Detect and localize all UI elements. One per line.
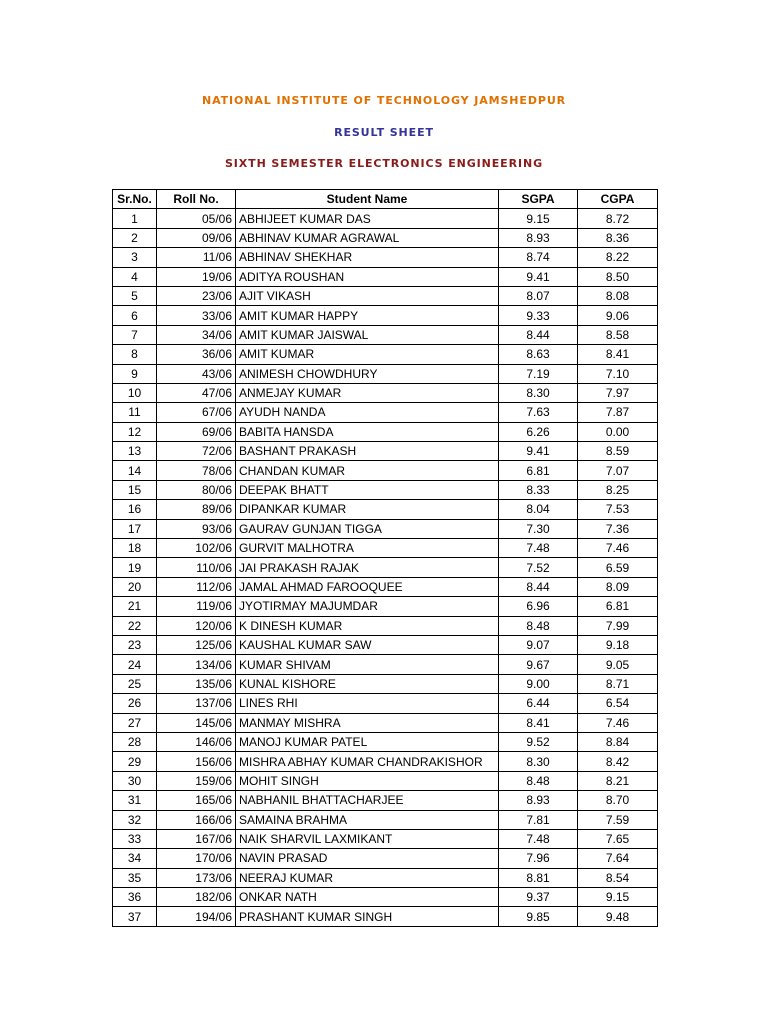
cell-roll-no: 156/06 xyxy=(157,752,236,771)
cell-sr-no: 7 xyxy=(113,325,157,344)
cell-student-name: PRASHANT KUMAR SINGH xyxy=(236,907,499,926)
cell-cgpa: 8.25 xyxy=(578,480,658,499)
cell-sgpa: 8.44 xyxy=(499,325,578,344)
cell-student-name: ABHINAV KUMAR AGRAWAL xyxy=(236,228,499,247)
cell-roll-no: 05/06 xyxy=(157,209,236,228)
cell-student-name: AYUDH NANDA xyxy=(236,403,499,422)
cell-student-name: CHANDAN KUMAR xyxy=(236,461,499,480)
cell-roll-no: 80/06 xyxy=(157,480,236,499)
cell-student-name: K DINESH KUMAR xyxy=(236,616,499,635)
header-sgpa: SGPA xyxy=(499,190,578,209)
cell-sgpa: 8.74 xyxy=(499,248,578,267)
cell-roll-no: 166/06 xyxy=(157,810,236,829)
cell-sgpa: 9.07 xyxy=(499,635,578,654)
cell-sr-no: 19 xyxy=(113,558,157,577)
table-row xyxy=(113,539,658,558)
cell-sgpa: 7.19 xyxy=(499,364,578,383)
cell-roll-no: 182/06 xyxy=(157,888,236,907)
cell-sr-no: 20 xyxy=(113,577,157,596)
cell-sgpa: 8.33 xyxy=(499,480,578,499)
cell-roll-no: 72/06 xyxy=(157,442,236,461)
cell-sr-no: 34 xyxy=(113,849,157,868)
cell-cgpa: 9.18 xyxy=(578,635,658,654)
cell-roll-no: 146/06 xyxy=(157,732,236,751)
cell-sr-no: 32 xyxy=(113,810,157,829)
cell-roll-no: 33/06 xyxy=(157,306,236,325)
table-row xyxy=(113,694,658,713)
cell-sgpa: 6.96 xyxy=(499,597,578,616)
table-row xyxy=(113,674,658,693)
cell-student-name: NABHANIL BHATTACHARJEE xyxy=(236,791,499,810)
table-row xyxy=(113,403,658,422)
cell-sgpa: 9.00 xyxy=(499,674,578,693)
header-student-name: Student Name xyxy=(236,190,499,209)
cell-sgpa: 9.41 xyxy=(499,442,578,461)
cell-sgpa: 8.04 xyxy=(499,500,578,519)
cell-sr-no: 12 xyxy=(113,422,157,441)
cell-roll-no: 125/06 xyxy=(157,635,236,654)
cell-roll-no: 89/06 xyxy=(157,500,236,519)
cell-roll-no: 110/06 xyxy=(157,558,236,577)
cell-roll-no: 67/06 xyxy=(157,403,236,422)
cell-roll-no: 69/06 xyxy=(157,422,236,441)
cell-sr-no: 3 xyxy=(113,248,157,267)
cell-sr-no: 15 xyxy=(113,480,157,499)
table-row xyxy=(113,888,658,907)
cell-cgpa: 7.87 xyxy=(578,403,658,422)
cell-sr-no: 35 xyxy=(113,868,157,887)
cell-cgpa: 8.21 xyxy=(578,771,658,790)
table-row xyxy=(113,442,658,461)
cell-sr-no: 24 xyxy=(113,655,157,674)
cell-sgpa: 7.96 xyxy=(499,849,578,868)
cell-sr-no: 1 xyxy=(113,209,157,228)
cell-cgpa: 7.07 xyxy=(578,461,658,480)
cell-roll-no: 135/06 xyxy=(157,674,236,693)
cell-cgpa: 9.05 xyxy=(578,655,658,674)
cell-cgpa: 0.00 xyxy=(578,422,658,441)
semester-title: SIXTH SEMESTER ELECTRONICS ENGINEERING xyxy=(224,157,543,170)
cell-sgpa: 8.93 xyxy=(499,791,578,810)
cell-sr-no: 16 xyxy=(113,500,157,519)
cell-sgpa: 8.93 xyxy=(499,228,578,247)
table-row xyxy=(113,849,658,868)
cell-roll-no: 19/06 xyxy=(157,267,236,286)
cell-sgpa: 8.48 xyxy=(499,771,578,790)
cell-roll-no: 102/06 xyxy=(157,539,236,558)
cell-sgpa: 7.48 xyxy=(499,539,578,558)
cell-cgpa: 8.72 xyxy=(578,209,658,228)
cell-roll-no: 36/06 xyxy=(157,345,236,364)
cell-sr-no: 8 xyxy=(113,345,157,364)
cell-cgpa: 7.46 xyxy=(578,539,658,558)
cell-cgpa: 7.97 xyxy=(578,383,658,402)
cell-sgpa: 7.52 xyxy=(499,558,578,577)
table-row xyxy=(113,771,658,790)
cell-student-name: SAMAINA BRAHMA xyxy=(236,810,499,829)
cell-roll-no: 119/06 xyxy=(157,597,236,616)
table-row xyxy=(113,345,658,364)
cell-sgpa: 9.41 xyxy=(499,267,578,286)
cell-cgpa: 7.10 xyxy=(578,364,658,383)
table-row xyxy=(113,480,658,499)
table-row xyxy=(113,325,658,344)
cell-roll-no: 78/06 xyxy=(157,461,236,480)
cell-student-name: AMIT KUMAR JAISWAL xyxy=(236,325,499,344)
cell-student-name: GURVIT MALHOTRA xyxy=(236,539,499,558)
table-row xyxy=(113,364,658,383)
cell-cgpa: 8.58 xyxy=(578,325,658,344)
cell-student-name: KUMAR SHIVAM xyxy=(236,655,499,674)
cell-student-name: BASHANT PRAKASH xyxy=(236,442,499,461)
cell-sr-no: 6 xyxy=(113,306,157,325)
cell-sr-no: 9 xyxy=(113,364,157,383)
cell-sr-no: 10 xyxy=(113,383,157,402)
table-header-row xyxy=(113,190,658,209)
cell-student-name: ANIMESH CHOWDHURY xyxy=(236,364,499,383)
cell-sr-no: 28 xyxy=(113,732,157,751)
cell-student-name: ADITYA ROUSHAN xyxy=(236,267,499,286)
cell-cgpa: 7.65 xyxy=(578,829,658,848)
cell-sgpa: 7.63 xyxy=(499,403,578,422)
result-table-body xyxy=(113,209,658,926)
cell-sgpa: 9.33 xyxy=(499,306,578,325)
cell-student-name: AJIT VIKASH xyxy=(236,286,499,305)
cell-student-name: AMIT KUMAR HAPPY xyxy=(236,306,499,325)
table-row xyxy=(113,752,658,771)
table-row xyxy=(113,286,658,305)
table-row xyxy=(113,519,658,538)
cell-sr-no: 17 xyxy=(113,519,157,538)
cell-sr-no: 13 xyxy=(113,442,157,461)
table-row xyxy=(113,655,658,674)
cell-roll-no: 134/06 xyxy=(157,655,236,674)
cell-sr-no: 11 xyxy=(113,403,157,422)
table-row xyxy=(113,577,658,596)
cell-student-name: NEERAJ KUMAR xyxy=(236,868,499,887)
cell-sgpa: 9.37 xyxy=(499,888,578,907)
cell-student-name: MOHIT SINGH xyxy=(236,771,499,790)
cell-sgpa: 8.63 xyxy=(499,345,578,364)
cell-cgpa: 6.54 xyxy=(578,694,658,713)
table-row xyxy=(113,267,658,286)
cell-sgpa: 6.26 xyxy=(499,422,578,441)
cell-cgpa: 8.59 xyxy=(578,442,658,461)
table-row xyxy=(113,383,658,402)
cell-cgpa: 8.50 xyxy=(578,267,658,286)
table-row xyxy=(113,635,658,654)
cell-sgpa: 9.85 xyxy=(499,907,578,926)
cell-cgpa: 8.41 xyxy=(578,345,658,364)
cell-student-name: BABITA HANSDA xyxy=(236,422,499,441)
table-row xyxy=(113,791,658,810)
cell-cgpa: 8.70 xyxy=(578,791,658,810)
cell-student-name: KUNAL KISHORE xyxy=(236,674,499,693)
header-sr-no: Sr.No. xyxy=(113,190,157,209)
cell-roll-no: 145/06 xyxy=(157,713,236,732)
cell-cgpa: 8.08 xyxy=(578,286,658,305)
cell-sgpa: 8.48 xyxy=(499,616,578,635)
cell-sgpa: 9.67 xyxy=(499,655,578,674)
cell-sr-no: 30 xyxy=(113,771,157,790)
cell-student-name: NAVIN PRASAD xyxy=(236,849,499,868)
cell-student-name: NAIK SHARVIL LAXMIKANT xyxy=(236,829,499,848)
result-table xyxy=(112,189,658,927)
cell-cgpa: 8.71 xyxy=(578,674,658,693)
cell-student-name: JYOTIRMAY MAJUMDAR xyxy=(236,597,499,616)
cell-roll-no: 34/06 xyxy=(157,325,236,344)
table-row xyxy=(113,209,658,228)
cell-cgpa: 9.06 xyxy=(578,306,658,325)
institute-title: NATIONAL INSTITUTE OF TECHNOLOGY JAMSHEDPUR xyxy=(201,94,567,107)
cell-student-name: ANMEJAY KUMAR xyxy=(236,383,499,402)
table-row xyxy=(113,829,658,848)
cell-sr-no: 33 xyxy=(113,829,157,848)
cell-cgpa: 7.99 xyxy=(578,616,658,635)
cell-student-name: GAURAV GUNJAN TIGGA xyxy=(236,519,499,538)
cell-cgpa: 9.48 xyxy=(578,907,658,926)
cell-sr-no: 2 xyxy=(113,228,157,247)
cell-cgpa: 8.22 xyxy=(578,248,658,267)
cell-roll-no: 167/06 xyxy=(157,829,236,848)
cell-sgpa: 7.30 xyxy=(499,519,578,538)
cell-roll-no: 170/06 xyxy=(157,849,236,868)
cell-roll-no: 09/06 xyxy=(157,228,236,247)
cell-student-name: MISHRA ABHAY KUMAR CHANDRAKISHOR xyxy=(236,752,499,771)
cell-student-name: AMIT KUMAR xyxy=(236,345,499,364)
header-roll-no: Roll No. xyxy=(157,190,236,209)
cell-student-name: JAMAL AHMAD FAROOQUEE xyxy=(236,577,499,596)
cell-sgpa: 8.07 xyxy=(499,286,578,305)
cell-cgpa: 8.84 xyxy=(578,732,658,751)
table-row xyxy=(113,558,658,577)
cell-cgpa: 9.15 xyxy=(578,888,658,907)
cell-sgpa: 8.30 xyxy=(499,752,578,771)
table-row xyxy=(113,732,658,751)
cell-student-name: MANMAY MISHRA xyxy=(236,713,499,732)
cell-roll-no: 11/06 xyxy=(157,248,236,267)
cell-roll-no: 120/06 xyxy=(157,616,236,635)
cell-cgpa: 8.09 xyxy=(578,577,658,596)
cell-cgpa: 8.42 xyxy=(578,752,658,771)
cell-sr-no: 37 xyxy=(113,907,157,926)
cell-roll-no: 173/06 xyxy=(157,868,236,887)
cell-student-name: KAUSHAL KUMAR SAW xyxy=(236,635,499,654)
cell-roll-no: 194/06 xyxy=(157,907,236,926)
cell-sr-no: 29 xyxy=(113,752,157,771)
header-cgpa: CGPA xyxy=(578,190,658,209)
cell-sr-no: 5 xyxy=(113,286,157,305)
cell-student-name: ABHIJEET KUMAR DAS xyxy=(236,209,499,228)
cell-roll-no: 93/06 xyxy=(157,519,236,538)
cell-cgpa: 7.36 xyxy=(578,519,658,538)
table-row xyxy=(113,306,658,325)
cell-sr-no: 25 xyxy=(113,674,157,693)
cell-sgpa: 6.44 xyxy=(499,694,578,713)
cell-roll-no: 159/06 xyxy=(157,771,236,790)
cell-sgpa: 9.15 xyxy=(499,209,578,228)
cell-sr-no: 36 xyxy=(113,888,157,907)
cell-sr-no: 26 xyxy=(113,694,157,713)
table-row xyxy=(113,500,658,519)
cell-student-name: JAI PRAKASH RAJAK xyxy=(236,558,499,577)
cell-cgpa: 7.46 xyxy=(578,713,658,732)
cell-roll-no: 137/06 xyxy=(157,694,236,713)
cell-cgpa: 7.64 xyxy=(578,849,658,868)
table-row xyxy=(113,597,658,616)
cell-sgpa: 7.48 xyxy=(499,829,578,848)
table-row xyxy=(113,228,658,247)
cell-cgpa: 6.59 xyxy=(578,558,658,577)
cell-student-name: DEEPAK BHATT xyxy=(236,480,499,499)
cell-sgpa: 7.81 xyxy=(499,810,578,829)
cell-cgpa: 8.54 xyxy=(578,868,658,887)
cell-sr-no: 27 xyxy=(113,713,157,732)
cell-sgpa: 8.41 xyxy=(499,713,578,732)
cell-sr-no: 14 xyxy=(113,461,157,480)
cell-student-name: LINES RHI xyxy=(236,694,499,713)
cell-roll-no: 112/06 xyxy=(157,577,236,596)
cell-roll-no: 165/06 xyxy=(157,791,236,810)
cell-sr-no: 22 xyxy=(113,616,157,635)
cell-sgpa: 6.81 xyxy=(499,461,578,480)
cell-sr-no: 23 xyxy=(113,635,157,654)
table-row xyxy=(113,422,658,441)
cell-cgpa: 8.36 xyxy=(578,228,658,247)
cell-roll-no: 47/06 xyxy=(157,383,236,402)
table-row xyxy=(113,248,658,267)
table-row xyxy=(113,461,658,480)
cell-sr-no: 4 xyxy=(113,267,157,286)
cell-sgpa: 8.30 xyxy=(499,383,578,402)
cell-sr-no: 31 xyxy=(113,791,157,810)
cell-sgpa: 9.52 xyxy=(499,732,578,751)
cell-roll-no: 23/06 xyxy=(157,286,236,305)
table-row xyxy=(113,616,658,635)
table-row xyxy=(113,713,658,732)
cell-sr-no: 21 xyxy=(113,597,157,616)
cell-cgpa: 7.59 xyxy=(578,810,658,829)
cell-cgpa: 7.53 xyxy=(578,500,658,519)
table-row xyxy=(113,868,658,887)
cell-roll-no: 43/06 xyxy=(157,364,236,383)
cell-sgpa: 8.81 xyxy=(499,868,578,887)
cell-student-name: MANOJ KUMAR PATEL xyxy=(236,732,499,751)
result-sheet-title: RESULT SHEET xyxy=(334,126,434,139)
cell-sgpa: 8.44 xyxy=(499,577,578,596)
cell-cgpa: 6.81 xyxy=(578,597,658,616)
cell-sr-no: 18 xyxy=(113,539,157,558)
table-row xyxy=(113,907,658,926)
cell-student-name: DIPANKAR KUMAR xyxy=(236,500,499,519)
cell-student-name: ONKAR NATH xyxy=(236,888,499,907)
table-row xyxy=(113,810,658,829)
cell-student-name: ABHINAV SHEKHAR xyxy=(236,248,499,267)
